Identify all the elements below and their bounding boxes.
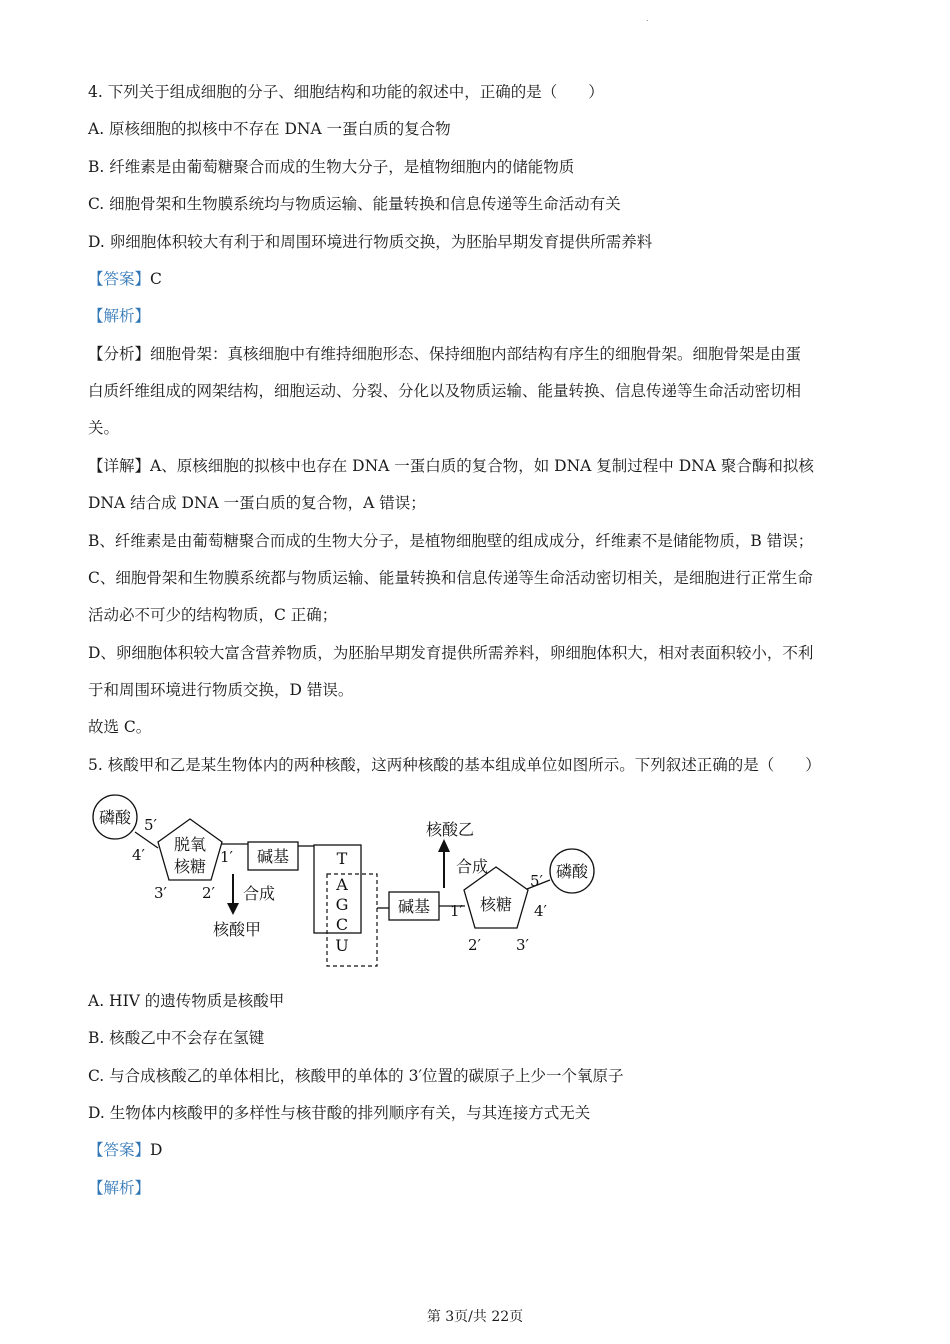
label-3prime-right: 3′ bbox=[516, 936, 529, 954]
q5-option-c: C. 与合成核酸乙的单体相比，核酸甲的单体的 3′位置的碳原子上少一个氧原子 bbox=[88, 1067, 624, 1085]
label-2prime-right: 2′ bbox=[468, 936, 481, 954]
fenxi-text: 细胞骨架：真核细胞中有维持细胞形态、保持细胞内部结构有序生的细胞骨架。细胞骨架是由蛋 bbox=[150, 345, 802, 363]
answer-value: D bbox=[150, 1141, 163, 1159]
synthesis-label-b: 合成 bbox=[456, 857, 489, 876]
label-4prime-right: 4′ bbox=[534, 902, 547, 920]
base-T: T bbox=[336, 849, 348, 868]
ribose-label: 核糖 bbox=[479, 895, 513, 914]
q4-fenxi-line-3: 关。 bbox=[88, 419, 120, 437]
xiangjie-tag: 【详解】 bbox=[88, 457, 151, 475]
q4-answer bbox=[88, 269, 162, 289]
answer-value: C bbox=[150, 270, 162, 288]
q4-xiangjie-line-4: C、细胞骨架和生物膜系统都与物质运输、能量转换和信息传递等生命活动密切相关，是细胞进行正常生命 bbox=[88, 569, 813, 587]
page-footer: 第 3页/共 22页 bbox=[426, 1309, 524, 1325]
q4-xiangjie-line-2: DNA 结合成 DNA 一蛋白质的复合物，A 错误； bbox=[88, 494, 426, 512]
q5-option-b: B. 核酸乙中不会存在氢键 bbox=[88, 1029, 265, 1047]
q4-option-b: B. 纤维素是由葡萄糖聚合而成的生物大分子，是植物细胞内的储能物质 bbox=[88, 158, 575, 176]
label-2prime-left: 2′ bbox=[202, 884, 215, 902]
base-G: G bbox=[335, 895, 349, 914]
base-C: C bbox=[335, 915, 349, 934]
q4-analysis-tag: 【解析】 bbox=[88, 307, 151, 325]
q4-option-d: D. 卵细胞体积较大有利于和周围环境进行物质交换，为胚胎早期发育提供所需养料 bbox=[88, 233, 653, 251]
base-A: A bbox=[336, 875, 348, 894]
label-5prime-right: 5′ bbox=[530, 872, 543, 890]
q4-xiangjie-line-3: B、纤维素是由葡萄糖聚合而成的生物大分子，是植物细胞壁的组成成分，纤维素不是储能物质，B 错误； bbox=[88, 532, 814, 550]
q4-fenxi-line-2: 白质纤维组成的网架结构，细胞运动、分裂、分化以及物质运输、能量转换、信息传递等生命活动密切相 bbox=[88, 382, 802, 400]
q5-option-a: A. HIV 的遗传物质是核酸甲 bbox=[88, 992, 285, 1010]
base-label-right: 碱基 bbox=[397, 897, 431, 916]
scan-dot: . bbox=[646, 14, 649, 23]
q4-xiangjie-line-6: D、卵细胞体积较大富含营养物质，为胚胎早期发育提供所需养料，卵细胞体积大，相对表面积较小，不利 bbox=[88, 644, 814, 662]
base-U: U bbox=[335, 936, 349, 955]
q4-xiangjie-line-7: 于和周围环境进行物质交换，D 错误。 bbox=[88, 681, 354, 699]
nucleic-acid-b-label: 核酸乙 bbox=[425, 820, 475, 839]
answer-tag: 【答案】 bbox=[88, 1141, 151, 1159]
q4-xiangjie-line-5: 活动必不可少的结构物质，C 正确； bbox=[88, 606, 338, 624]
q4-stem: 4. 下列关于组成细胞的分子、细胞结构和功能的叙述中，正确的是（ ） bbox=[88, 83, 604, 101]
phosphate-left-label: 磷酸 bbox=[98, 808, 132, 827]
xiangjie-text: A、原核细胞的拟核中也存在 DNA 一蛋白质的复合物，如 DNA 复制过程中 DNA 聚合酶和拟核 bbox=[150, 457, 814, 475]
label-1prime-right: 1′ bbox=[450, 902, 463, 920]
phosphate-right-label: 磷酸 bbox=[555, 862, 589, 881]
q5-answer bbox=[88, 1140, 162, 1160]
nucleic-acid-a-label: 核酸甲 bbox=[212, 920, 262, 939]
nucleotide-diagram bbox=[80, 788, 610, 978]
q4-xiangjie-line-1 bbox=[88, 456, 814, 476]
deoxyribose-label-2: 核糖 bbox=[173, 857, 207, 876]
base-label-left: 碱基 bbox=[256, 847, 290, 866]
q5-stem: 5. 核酸甲和乙是某生物体内的两种核酸，这两种核酸的基本组成单位如图所示。下列叙述正确的是（ ） bbox=[88, 756, 821, 774]
deoxyribose-label-1: 脱氧 bbox=[173, 835, 207, 854]
label-4prime-left: 4′ bbox=[132, 846, 145, 864]
q4-option-a: A. 原核细胞的拟核中不存在 DNA 一蛋白质的复合物 bbox=[88, 120, 451, 138]
synthesis-label-a: 合成 bbox=[243, 884, 276, 903]
label-1prime-left: 1′ bbox=[220, 848, 233, 866]
q5-analysis-tag: 【解析】 bbox=[88, 1179, 151, 1197]
answer-tag: 【答案】 bbox=[88, 270, 151, 288]
q5-option-d: D. 生物体内核酸甲的多样性与核苷酸的排列顺序有关，与其连接方式无关 bbox=[88, 1104, 591, 1122]
label-5prime-left: 5′ bbox=[144, 816, 157, 834]
q4-option-c: C. 细胞骨架和生物膜系统均与物质运输、能量转换和信息传递等生命活动有关 bbox=[88, 195, 621, 213]
label-3prime-left: 3′ bbox=[154, 884, 167, 902]
fenxi-tag: 【分析】 bbox=[88, 345, 151, 363]
q4-fenxi-line-1 bbox=[88, 344, 801, 364]
q4-conclusion: 故选 C。 bbox=[88, 718, 152, 736]
